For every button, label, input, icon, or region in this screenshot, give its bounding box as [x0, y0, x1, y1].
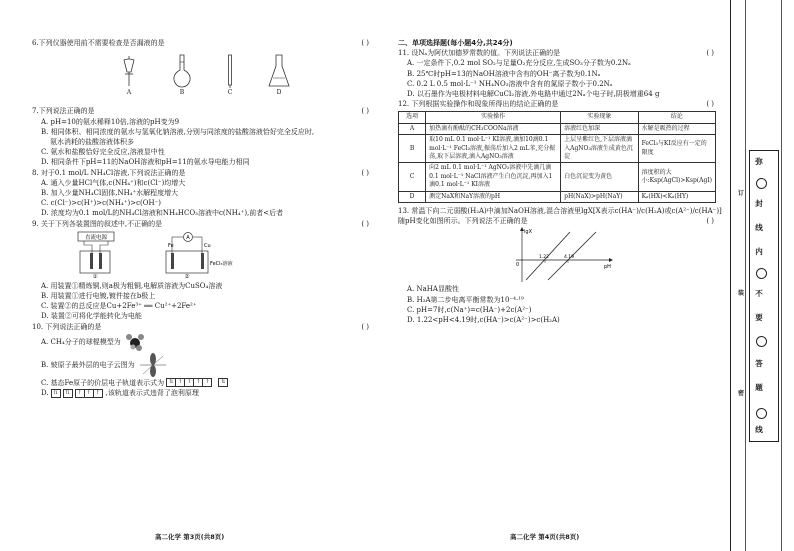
option-label: C: [227, 89, 233, 97]
binding-char: 要: [755, 313, 763, 322]
orbital-4s-box: ⇅: [219, 378, 228, 387]
option-d: D. 相同条件下pH=11的NaOH溶液和pH=11的氨水导电能力相同: [41, 158, 250, 167]
option-a: A. 一定条件下,0.2 mol SO₂与足量O₂充分反应,生成SO₃分子数为0.2Nₐ: [407, 59, 631, 68]
option-c: C. 基态Fe原子的价层电子轨道表示式为 ⇅ ↑ ↑ ↑ ↑ ⇅: [41, 378, 375, 388]
option-d: D. 装置②可将化学能转化为电能: [41, 312, 142, 321]
option-b: B. 相同体积、相同浓度的氨水与氢氧化钠溶液,分别与同浓度的盐酸溶液恰好完全反应时,: [41, 127, 315, 136]
binding-char: 线: [755, 425, 763, 434]
q9-apparatus-figures: [54, 231, 375, 279]
answer-paren: ( ): [361, 322, 369, 331]
binding-circle: [756, 336, 767, 347]
svg-text:Cu: Cu: [204, 242, 211, 249]
question-11: 11. 设Nₐ为阿伏加德罗常数的值。下列说法正确的是 ( ): [398, 49, 714, 58]
fecl3-label: FeCl₃溶液: [210, 260, 233, 267]
question-8-stem: 8. 对于0.1 mol/L NH₄Cl溶液,下列说法正确的是: [32, 168, 186, 177]
figure-1-number: ①: [92, 273, 98, 279]
erlenmeyer-flask-icon: [268, 54, 290, 88]
binding-circle: [756, 408, 767, 419]
binding-char: 弥: [755, 157, 763, 166]
binding-char: 题: [755, 383, 763, 392]
page-footer-right: 高二化学 第4页(共8页): [510, 533, 580, 541]
option-b: B. H₂A第二步电离平衡常数为10⁻⁴·¹⁹: [407, 295, 524, 304]
option-a: A. pH=10的氨水稀释10倍,溶液的pH变为9: [41, 117, 180, 126]
svg-text:A: A: [186, 234, 190, 241]
answer-paren: ( ): [361, 168, 369, 177]
x-tick-2: 4.19: [564, 255, 575, 261]
question-9: [32, 219, 375, 229]
answer-paren: ( ): [706, 49, 714, 58]
question-6: [32, 38, 375, 48]
option-b: B. 加入少量NH₄Cl固体,NH₄⁺水解程度增大: [41, 189, 179, 198]
option-b: B. 用装置①进行电镀,镀件接在b极上: [41, 292, 156, 301]
right-column: [398, 38, 720, 325]
option-b-cont: 氨水消耗的盐酸溶液体积多: [50, 138, 134, 147]
option-a: A. 通入少量HCl气体,c(NH₄⁺)和c(Cl⁻)均增大: [41, 178, 186, 187]
question-10: [32, 322, 375, 332]
answer-paren: ( ): [361, 219, 369, 228]
pipette-icon: [226, 54, 234, 88]
volumetric-flask-icon: [172, 54, 192, 88]
option-a: A. 用装置①精炼铜,则a极为粗铜,电解质溶液为CuSO₄溶液: [41, 281, 223, 290]
separatory-funnel-figure: [120, 54, 138, 98]
option-b: B. 铍原子最外层的电子云图为: [41, 352, 375, 378]
option-label: D: [276, 89, 282, 97]
section-2-header: 二、单项选择题(每小题4分,共24分): [398, 39, 513, 47]
volumetric-flask-figure: [172, 54, 192, 98]
question-12: 12. 下列根据实验操作和现象所得出的结论正确的是 ( ): [398, 100, 714, 109]
figure-2-number: ②: [184, 273, 190, 279]
option-d: D. 1.22<pH<4.19时,c(HA⁻)>c(A²⁻)>c(H₂A): [407, 316, 560, 325]
answer-paren: ( ): [706, 217, 714, 226]
orbital-3d-boxes: ⇅ ↑ ↑ ↑ ↑: [167, 378, 212, 387]
question-10-stem: 10. 下列说法正确的是: [32, 322, 102, 331]
table-header-row: 选项 实验操作 实验现象 结论: [399, 112, 716, 123]
answer-paren: ( ): [361, 107, 369, 116]
q6-instrument-figures: [120, 54, 375, 98]
binding-side-char: 密: [737, 390, 744, 397]
option-c: C. pH=7时,c(Na⁺)=c(HA⁻)+2c(A²⁻): [407, 305, 532, 314]
question-9-stem: 9. 关于下列各装置图的叙述中,不正确的是: [32, 219, 163, 228]
question-7-stem: 7.下列说法正确的是: [32, 107, 95, 116]
option-d: D. 浓度均为0.1 mol/L的NH₄Cl溶液和NH₄HCO₃溶液中c(NH₄⁺),前者<后者: [41, 209, 284, 218]
lgx-ph-graph: [508, 226, 618, 284]
erlenmeyer-flask-figure: [268, 54, 290, 98]
binding-char: 答: [755, 359, 763, 368]
question-13: 随pH变化如图所示。下列说法不正确的是 ( ): [398, 217, 714, 226]
origin-label: 0: [516, 262, 520, 269]
option-label: A: [126, 89, 132, 97]
left-column: [32, 38, 375, 398]
p-orbital-cloud-icon: [138, 352, 168, 378]
power-supply-label: 直流电源: [84, 234, 108, 241]
option-label: B: [179, 89, 185, 97]
table-row: B 取10 mL 0.1 mol·L⁻¹ KI溶液,滴加10滴0.1 mol·L⁻¹ FeCl₃溶液,振荡后加入2 mL苯,充分振荡,取下层溶液,滴入AgNO₃溶液 上层呈紫红色,下层溶液滴入AgNO₃溶液生成黄色沉淀 FeCl₃与KI反应有一定的限度: [399, 135, 716, 163]
question-13-stem: 13. 常温下向二元弱酸(H₂A)中滴加NaOH溶液,混合溶液里lgX[X表示c(HA⁻)/c(H₂A)或c(A²⁻)/c(HA⁻)]: [398, 207, 722, 216]
electrolysis-cell-diagram: [54, 231, 134, 279]
option-c: C. 0.2 L 0.5 mol·L⁻¹ NH₄NO₃溶液中含有的氮原子数小于0.2Nₐ: [407, 79, 613, 88]
binding-side-char: 装: [737, 290, 744, 297]
ball-stick-model-icon: [124, 332, 146, 352]
option-d: D. 以石墨作为电极材料电解CuCl₂溶液,外电路中通过2Nₐ个电子时,阴极增重64 g: [407, 90, 660, 99]
question-6-stem: 6.下列仪器使用前不需要检查是否漏液的是: [32, 39, 165, 47]
binding-circle: [756, 268, 767, 279]
x-tick-1: 1.22: [539, 255, 550, 261]
orbital-1s-box: ⇅: [52, 389, 61, 398]
pipette-figure: [226, 54, 234, 98]
option-c: C. 氨水和盐酸恰好完全反应,溶液显中性: [41, 148, 165, 157]
option-a: A. NaHA显酸性: [407, 285, 459, 294]
option-a: A. CH₄分子的球棍模型为: [41, 332, 375, 352]
table-row: D 测定NaX和NaY溶液的pH pH(NaX)>pH(NaY) Kₐ(HX)<Kₐ(HY): [399, 191, 716, 202]
binding-char: 封: [755, 199, 763, 208]
experiment-table: [398, 111, 716, 203]
answer-paren: ( ): [706, 100, 714, 109]
table-row: A 加热滴有酚酞的CH₃COONa溶液 溶液红色加深 水解是吸热的过程: [399, 123, 716, 134]
answer-paren: ( ): [361, 39, 369, 47]
binding-char: 不: [755, 289, 763, 298]
question-7: [32, 106, 375, 116]
option-c: C. 装置②的总反应是Cu+2Fe³⁺ ══ Cu²⁺+2Fe²⁺: [41, 302, 197, 311]
x-axis-label: pH: [604, 264, 611, 271]
option-c: C. c(Cl⁻)>c(H⁺)>c(NH₄⁺)>c(OH⁻): [41, 199, 162, 208]
binding-circle: [756, 178, 767, 189]
orbital-2s-box: ⇅: [64, 389, 73, 398]
option-d: D. ⇅ ⇅ ↑ ↑ ↑ ,该轨道表示式违背了泡利原理: [41, 389, 199, 398]
galvanic-cell-diagram: [158, 231, 238, 279]
page-footer-left: 高二化学 第3页(共8页): [155, 533, 225, 541]
y-axis-label: lgX: [524, 229, 532, 236]
svg-text:Fe: Fe: [168, 242, 174, 249]
binding-char: 内: [755, 247, 763, 256]
orbital-2p-boxes: ↑ ↑ ↑: [76, 389, 103, 398]
separatory-funnel-icon: [120, 54, 138, 88]
option-b: B. 25℃时pH=13的NaOH溶液中含有的OH⁻离子数为0.1Nₐ: [407, 69, 601, 78]
question-8: [32, 168, 375, 178]
table-row: C 向2 mL 0.1 mol·L⁻¹ AgNO₃溶液中先滴几滴0.1 mol·L⁻¹ NaCl溶液产生白色沉淀,再加入1滴0.1 mol·L⁻¹ KI溶液 白色沉淀变为黄色 溶度积的大小:Ksp(AgCl)>Ksp(AgI): [399, 163, 716, 191]
binding-margin: [730, 0, 794, 551]
binding-char: 线: [755, 223, 763, 232]
binding-side-char: 订: [737, 190, 744, 197]
